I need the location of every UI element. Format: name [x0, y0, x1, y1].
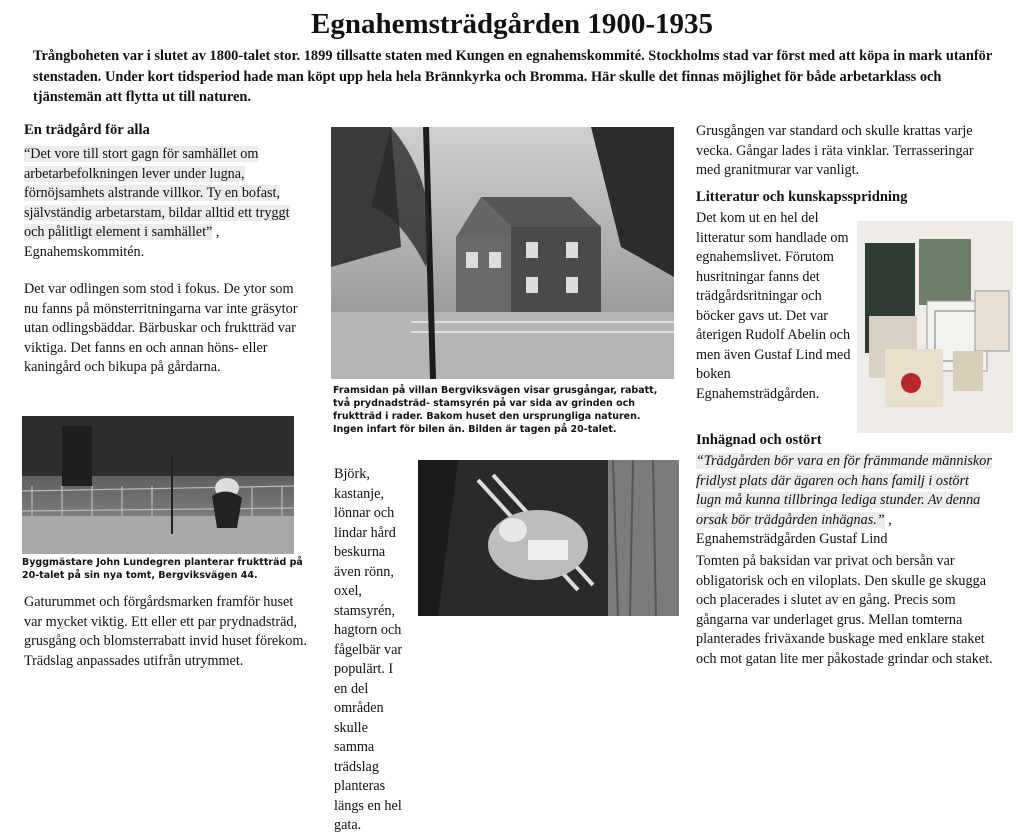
intro-text: Trångboheten var i slutet av 1800-talet stor. 1899 tillsatte staten med Kungen en egnahemskommité. Stockholms stad var först med att köpa in mark utanför stenstaden. Under kort tidsperiod hade man köpt upp hela hela Brännkyrka och Bromma. Här skulle det finnas möjlighet för både arbetarklass och tjänstemän att flytta ut till naturen.	[33, 48, 992, 105]
quote-source-2: , Egnahemsträdgården Gustaf Lind	[696, 511, 892, 547]
heading-literature: Litteratur och kunskapsspridning	[696, 189, 908, 205]
quote-source-1: , Egnahemskommitén.	[24, 224, 220, 260]
quote-block-2	[696, 452, 996, 550]
tree-species-text: Björk, kastanje, lönnar och lindar hård beskurna även rönn, oxel, stamsyrén, hagtorn och fågelbär var populärt. I en del områden skulle samma trädslag planteras längs en hel gata.	[334, 466, 403, 833]
caption-villa: Framsidan på villan Bergviksvägen visar grusgångar, rabatt, två prydnadsträd- stamsyrén på var sida av grinden och fruktträd i rader. Bakom huset den ursprungliga naturen. Ingen infart för bilen än. Bilden är tagen på 20-talet.	[333, 385, 658, 435]
paragraph-gravel-path: Grusgången var standard och skulle krattas varje vecka. Gångar lades i räta vinklar. Terrasseringar med granitmurar var vanligt.	[696, 123, 974, 178]
paragraph-backyard: Tomten på baksidan var privat och bersån var obligatorisk och en viloplats. Den skulle ge skugga och placerades i slutet av en gång. Precis som gångarna var underlaget grus. Mellan tomterna planterades friväxande buskage med enklare staket och mot gatan lite mer påkostade grindar och staket.	[696, 553, 993, 667]
quote-text-2: “Trädgården bör vara en för främmande människor fridlyst plats där ägaren och hans familj i ostört lugn må kunna tillbringa lediga stunder. Av denna orsak bör trädgården inhägnas.”	[696, 453, 992, 528]
photo-villa-bergviksvagen	[331, 127, 674, 379]
paragraph-tree-species	[334, 465, 409, 836]
photo-planting-fruit-tree	[22, 416, 294, 554]
paragraph-literature: Det kom ut en hel del litteratur som handlade om egnahemslivet. Förutom husritningar fanns det trädgårdsritningar och böcker gavs ut. Det var återigen Rudolf Abelin och men även Gustaf Lind med boken Egnahemsträdgården.	[696, 210, 851, 402]
paragraph-street-space: Gaturummet och förgårdsmarken framför huset var mycket viktig. Ett eller ett par prydnadsträd, grusgång och blomsterrabatt invid huset förekom. Trädslag anpassades utifrån utrymmet.	[24, 594, 307, 669]
page-title: Egnahemsträdgården 1900-1935	[311, 8, 713, 40]
heading-enclosed: Inhägnad och ostört	[696, 432, 822, 448]
paragraph-cultivation: Det var odlingen som stod i fokus. De ytor som nu fanns på mönsterritningarna var inte gräsytor utan odlingsbäddar. Bärbuskar och fruktträd var viktiga. Det fanns en och annan höns- eller kaningård och bikupa på gårdarna.	[24, 281, 298, 375]
photo-woman-in-deckchair	[418, 460, 679, 616]
caption-planting: Byggmästare John Lundegren planterar fruktträd på 20-talet på sin nya tomt, Bergviksvägen 44.	[22, 557, 303, 581]
quote-text-1: “Det vore till stort gagn för samhället om arbetarbefolkningen lever under lugna, förnöjsamhets alstrande villkor. Ty en bofast, självständig arbetarstam, bildar alltid ett tryggt och pålitligt element i samhället”	[24, 146, 290, 240]
photo-books	[857, 221, 1013, 433]
quote-block-1	[24, 145, 309, 262]
heading-garden-for-all: En trädgård för alla	[24, 122, 150, 138]
